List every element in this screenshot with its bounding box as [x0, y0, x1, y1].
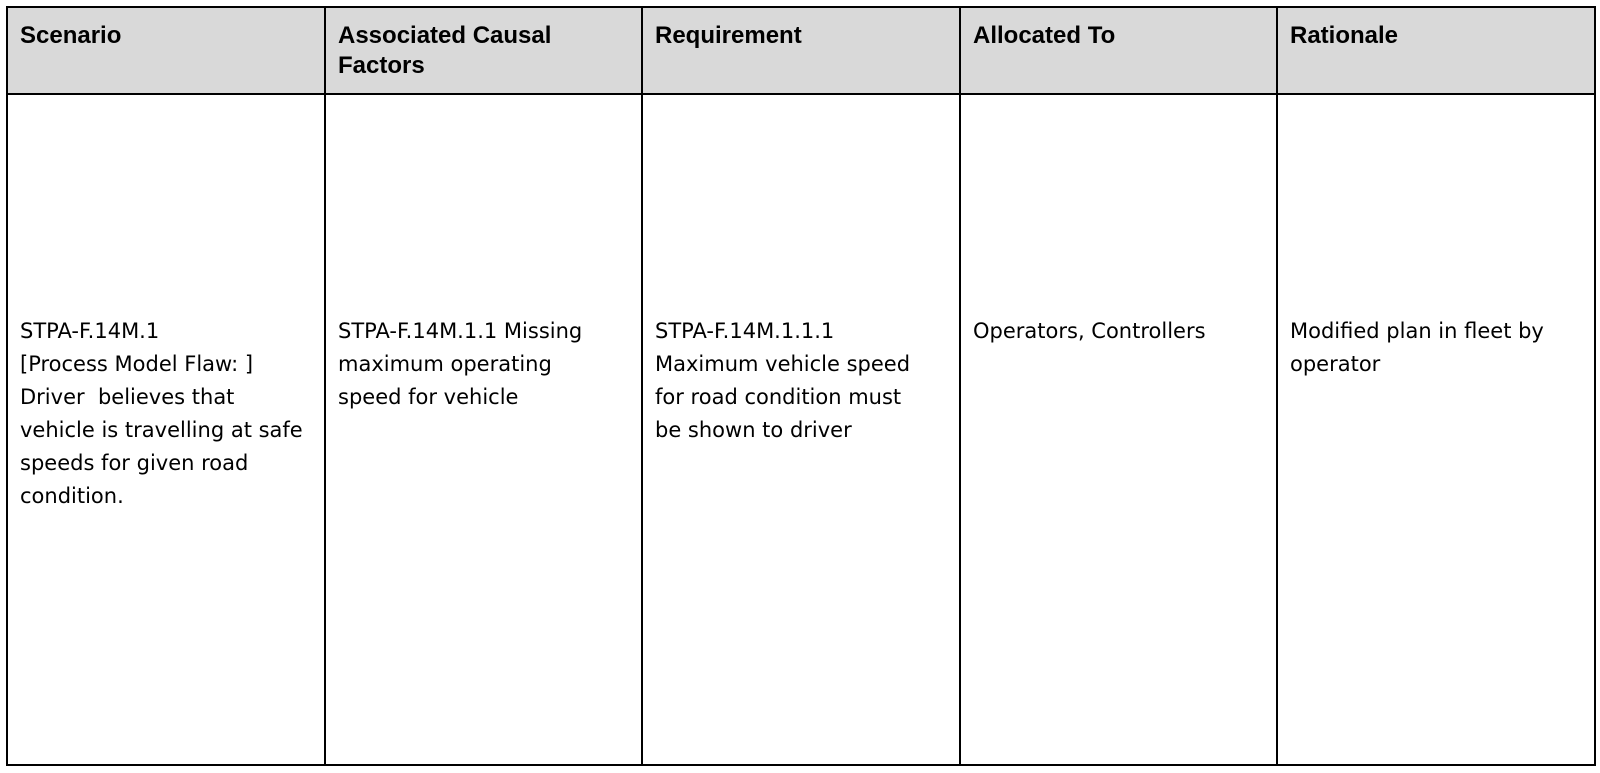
allocated-to-text: [973, 315, 1264, 547]
scenario-line: condition.: [20, 483, 124, 508]
scenario-line: vehicle is travelling at safe: [20, 417, 303, 442]
cell-associated-causal-factors: [325, 94, 642, 765]
requirement-line: be shown to driver: [655, 417, 852, 442]
header-requirement-label: Requirement: [655, 22, 802, 49]
header-requirement: [642, 7, 960, 94]
requirement-line: for road condition must: [655, 384, 902, 409]
scenario-line: Driver believes that: [20, 384, 235, 409]
rationale-line: Modified plan in fleet by: [1290, 318, 1544, 343]
cell-scenario: [7, 94, 325, 765]
causal-factor-line: maximum operating: [338, 351, 552, 376]
header-allocated-to: [960, 7, 1277, 94]
header-associated-causal-factors: [325, 7, 642, 94]
table-row: [7, 94, 1595, 765]
allocated-to-line: Operators, Controllers: [973, 318, 1206, 343]
header-allocated-to-label: Allocated To: [973, 22, 1116, 49]
causal-factor-line: speed for vehicle: [338, 384, 519, 409]
header-rationale: [1277, 7, 1595, 94]
header-causal-factors-label-line2: Factors: [338, 52, 425, 79]
rationale-text: [1290, 315, 1582, 547]
header-row: [7, 7, 1595, 94]
scenario-line: STPA-F.14M.1: [20, 318, 160, 343]
rationale-line: operator: [1290, 351, 1381, 376]
header-causal-factors-label-line1: Associated Causal: [338, 22, 552, 49]
header-rationale-label: Rationale: [1290, 22, 1399, 49]
requirements-table: [6, 6, 1596, 766]
header-scenario-label: Scenario: [20, 22, 122, 49]
requirement-text: [655, 315, 947, 547]
requirement-line: Maximum vehicle speed: [655, 351, 911, 376]
scenario-text: [20, 315, 312, 547]
scenario-line: [Process Model Flaw: ]: [20, 351, 254, 376]
cell-allocated-to: [960, 94, 1277, 765]
cell-requirement: [642, 94, 960, 765]
requirements-table-container: [6, 6, 1594, 764]
header-scenario: [7, 7, 325, 94]
causal-factors-text: [338, 315, 629, 547]
scenario-line: speeds for given road: [20, 450, 249, 475]
cell-rationale: [1277, 94, 1595, 765]
causal-factor-line: STPA-F.14M.1.1 Missing: [338, 318, 583, 343]
requirement-line: STPA-F.14M.1.1.1: [655, 318, 835, 343]
